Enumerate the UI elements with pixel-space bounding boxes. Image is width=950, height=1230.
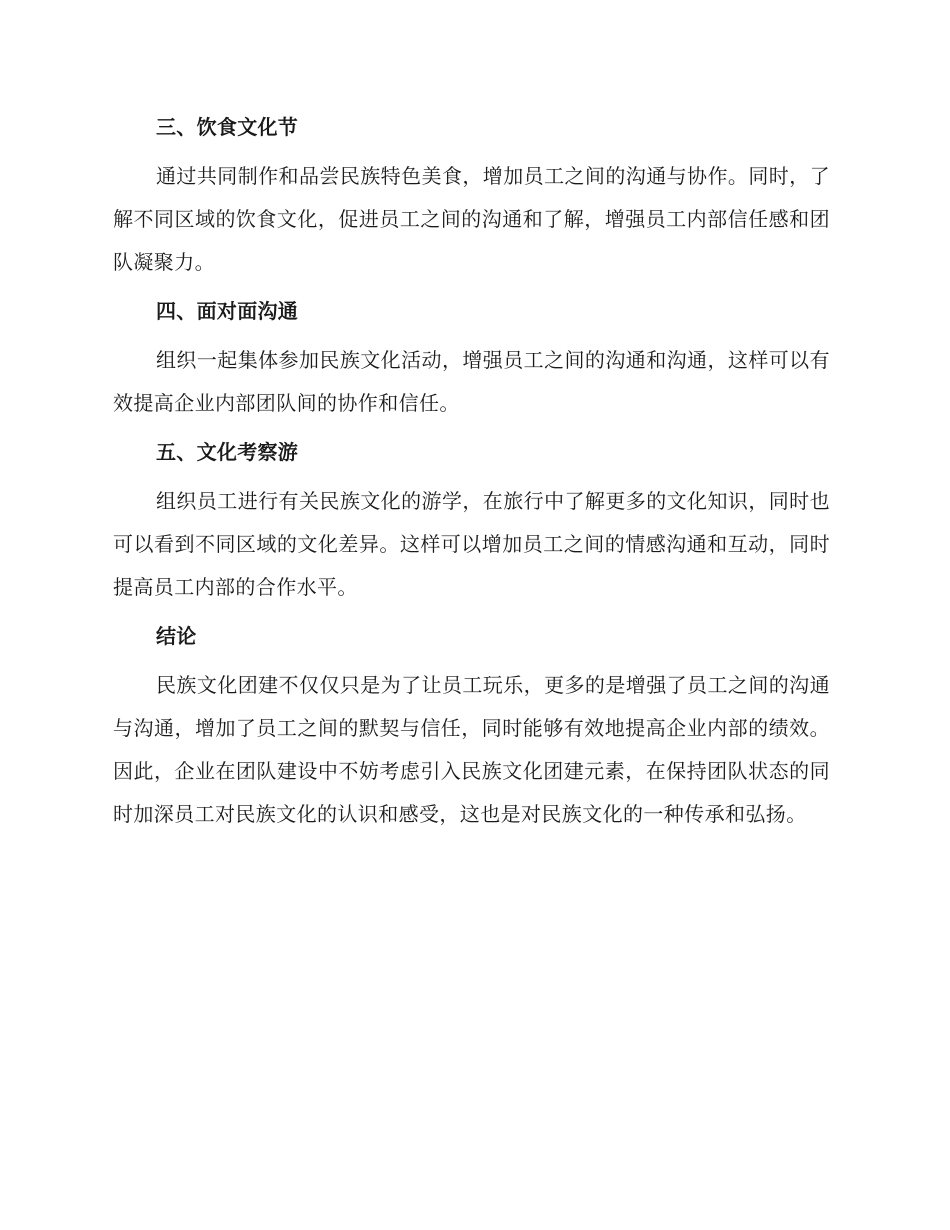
section-heading: 五、文化考察游 <box>156 440 299 464</box>
section-paragraph: 组织一起集体参加民族文化活动，增强员工之间的沟通和沟通，这样可以有效提高企业内部团队间的协作和信任。 <box>113 348 830 415</box>
section-paragraph: 组织员工进行有关民族文化的游学，在旅行中了解更多的文化知识，同时也可以看到不同区域的文化差异。这样可以增加员工之间的情感沟通和互动，同时提高员工内部的合作水平。 <box>113 489 830 599</box>
section-heading: 四、面对面沟通 <box>156 299 299 323</box>
section-paragraph: 民族文化团建不仅仅只是为了让员工玩乐，更多的是增强了员工之间的沟通与沟通，增加了员工之间的默契与信任，同时能够有效地提高企业内部的绩效。因此，企业在团队建设中不妨考虑引入民族文化团建元素，在保持团队状态的同时加深员工对民族文化的认识和感受，这也是对民族文化的一种传承和弘扬。 <box>113 673 830 826</box>
section-paragraph: 通过共同制作和品尝民族特色美食，增加员工之间的沟通与协作。同时，了解不同区域的饮食文化，促进员工之间的沟通和了解，增强员工内部信任感和团队凝聚力。 <box>113 164 830 274</box>
section-food-festival <box>113 108 830 284</box>
section-conclusion <box>113 617 830 836</box>
section-face-to-face <box>113 292 830 425</box>
document-body <box>113 108 830 844</box>
section-heading: 结论 <box>156 624 197 648</box>
section-culture-tour <box>113 433 830 609</box>
section-heading: 三、饮食文化节 <box>156 115 299 139</box>
